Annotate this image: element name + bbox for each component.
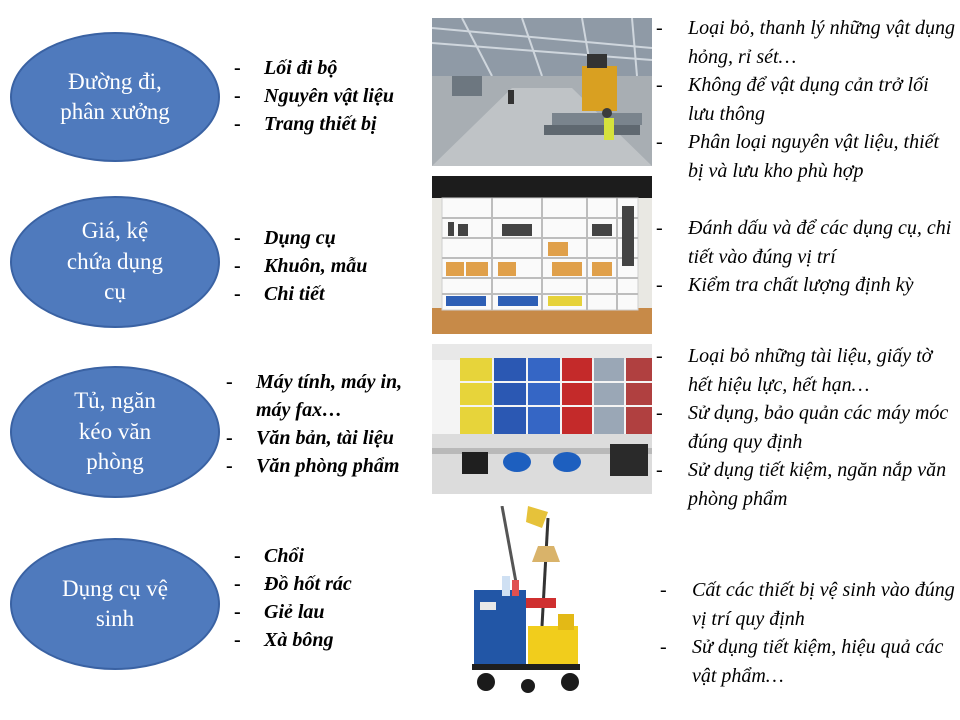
list-item: - Chổi (234, 545, 305, 567)
list-item: - Máy tính, máy in, máy fax… (226, 371, 403, 421)
category-label: Tủ, ngăn kéo văn phòng (74, 388, 156, 475)
list-item: - Sử dụng tiết kiệm, ngăn nắp văn phòng phẩm (656, 459, 947, 510)
category-oval-shelves (10, 196, 220, 328)
cleaning-cart-photo (462, 506, 592, 702)
item-list (226, 368, 434, 480)
shelving-photo (432, 176, 652, 334)
list-item: - Loại bỏ những tài liệu, giấy tờ hết hiệu lực, hết hạn… (656, 345, 933, 396)
list-item: - Phân loại nguyên vật liệu, thiết bị và lưu kho phù hợp (656, 131, 940, 182)
item-list (234, 542, 434, 654)
category-oval-office (10, 366, 220, 498)
category-oval-walkway (10, 32, 220, 162)
list-item: - Giẻ lau (234, 601, 325, 623)
list-item: - Khuôn, mẫu (234, 255, 368, 277)
category-label: Giá, kệ chứa dụng cụ (66, 218, 164, 305)
list-item: - Trang thiết bị (234, 113, 377, 135)
list-item: - Kiểm tra chất lượng định kỳ (656, 274, 914, 297)
list-item: - Không để vật dụng cản trở lối lưu thông (656, 74, 929, 125)
category-oval-cleaning (10, 538, 220, 670)
note-list (656, 342, 956, 514)
list-item: - Sử dụng, bảo quản các máy móc đúng quy định (656, 402, 949, 453)
warehouse-photo (432, 18, 652, 166)
list-item: - Cất các thiết bị vệ sinh vào đúng vị trí quy định (660, 579, 955, 630)
list-item: - Đồ hốt rác (234, 573, 352, 595)
item-list (234, 54, 434, 138)
note-list (660, 576, 956, 690)
list-item: - Văn bản, tài liệu (226, 427, 394, 449)
list-item: - Loại bỏ, thanh lý những vật dụng hỏng, rỉ sét… (656, 17, 956, 68)
list-item: - Lối đi bộ (234, 57, 338, 79)
category-label: Đường đi, phân xưởng (60, 68, 170, 124)
list-item: - Nguyên vật liệu (234, 85, 394, 107)
item-list (234, 224, 434, 308)
list-item: - Đánh dấu và để các dụng cụ, chi tiết vào đúng vị trí (656, 217, 952, 268)
category-label: Dụng cụ vệ sinh (61, 575, 169, 631)
list-item: - Chi tiết (234, 283, 325, 305)
office-photo (432, 344, 652, 494)
list-item: - Văn phòng phẩm (226, 455, 400, 477)
list-item: - Xà bông (234, 629, 334, 651)
note-list (656, 14, 956, 186)
note-list (656, 214, 956, 300)
list-item: - Sử dụng tiết kiệm, hiệu quả các vật phẩm… (660, 636, 944, 687)
list-item: - Dụng cụ (234, 227, 336, 249)
